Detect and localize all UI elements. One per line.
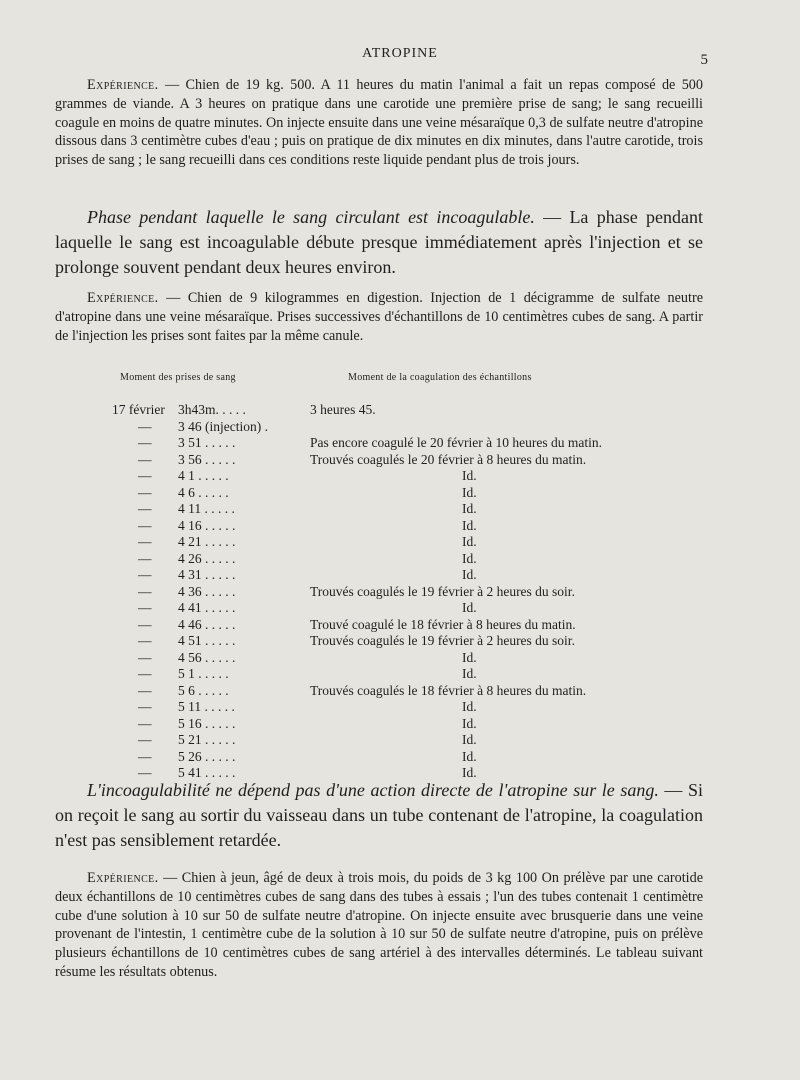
row-date: — xyxy=(138,567,152,582)
row-result: 3 heures 45. xyxy=(310,402,376,417)
table-row xyxy=(0,716,800,733)
row-time: 5 41 . . . . . xyxy=(178,765,236,780)
row-result: Id. xyxy=(462,484,477,500)
row-time: 4 1 . . . . . xyxy=(178,468,229,483)
row-time: 5 21 . . . . . xyxy=(178,732,236,747)
row-date: — xyxy=(138,699,152,714)
section-heading: Phase pendant laquelle le sang circulant est incoagulable. xyxy=(87,207,535,227)
table-row xyxy=(0,650,800,667)
row-time: 3 56 . . . . . xyxy=(178,451,236,467)
row-time: 5 6 . . . . . xyxy=(178,682,229,698)
table-row xyxy=(0,617,800,634)
row-time: 4 21 . . . . . xyxy=(178,534,236,549)
row-date: — xyxy=(138,484,152,500)
table-row xyxy=(0,419,800,436)
row-time: 5 11 . . . . . xyxy=(178,699,235,714)
row-date: — xyxy=(138,451,152,467)
row-time: 4 26 . . . . . xyxy=(178,550,236,566)
row-result: Id. xyxy=(462,517,477,533)
row-date: — xyxy=(138,468,152,483)
table-row xyxy=(0,683,800,700)
row-date: — xyxy=(138,666,152,681)
table-row xyxy=(0,468,800,485)
page-number: 5 xyxy=(700,52,708,68)
row-date: — xyxy=(138,682,152,698)
row-result: Id. xyxy=(462,550,477,566)
row-result: Id. xyxy=(462,748,477,764)
row-result: Id. xyxy=(462,765,477,780)
running-head: ATROPINE xyxy=(362,46,438,61)
row-time: 5 16 . . . . . xyxy=(178,715,236,731)
row-result: Trouvés coagulés le 18 février à 8 heures du matin. xyxy=(310,682,587,698)
section-2-paragraph xyxy=(55,778,703,853)
row-date: — xyxy=(138,583,152,599)
row-date: — xyxy=(138,435,152,450)
row-result: Trouvés coagulés le 20 février à 8 heures du matin. xyxy=(310,451,587,467)
row-date: — xyxy=(138,501,152,516)
table-row xyxy=(0,402,800,419)
row-date: — xyxy=(138,748,152,764)
row-result: Id. xyxy=(462,600,477,615)
table-row xyxy=(0,749,800,766)
row-result: Id. xyxy=(462,666,477,681)
row-result: Id. xyxy=(462,732,477,747)
section-text: — La phase pendant laquelle le sang est incoagulable débute presque immédiatement après l'injection et se prolonge souvent pendant deux heures environ. xyxy=(55,207,703,277)
row-date: — xyxy=(138,550,152,566)
section-heading: L'incoagulabilité ne dépend pas d'une action directe de l'atropine sur le sang. xyxy=(87,780,659,800)
table-row xyxy=(0,452,800,469)
table-row xyxy=(0,551,800,568)
row-time: 4 41 . . . . . xyxy=(178,600,236,615)
row-date: — xyxy=(138,765,152,780)
experiment-3-paragraph xyxy=(55,869,703,982)
row-result: Id. xyxy=(462,501,477,516)
row-result: Id. xyxy=(462,468,477,483)
experiment-2-paragraph xyxy=(55,289,703,345)
table-row xyxy=(0,534,800,551)
section-1-paragraph xyxy=(55,205,703,280)
row-date: — xyxy=(138,732,152,747)
row-date: — xyxy=(138,649,152,665)
row-time: 4 46 . . . . . xyxy=(178,616,236,632)
row-result: Id. xyxy=(462,649,477,665)
experiment-label: Expérience. xyxy=(87,870,159,886)
table-row xyxy=(0,567,800,584)
row-time: 4 6 . . . . . xyxy=(178,484,229,500)
row-time: 3 51 . . . . . xyxy=(178,435,236,450)
row-time: 4 11 . . . . . xyxy=(178,501,235,516)
row-date: — xyxy=(138,616,152,632)
row-time: 5 1 . . . . . xyxy=(178,666,229,681)
row-date: — xyxy=(138,715,152,731)
row-time: 4 56 . . . . . xyxy=(178,649,236,665)
row-result: Id. xyxy=(462,699,477,714)
row-result: Id. xyxy=(462,715,477,731)
table-row xyxy=(0,584,800,601)
row-result: Trouvés coagulés le 19 février à 2 heures du soir. xyxy=(310,583,575,599)
row-result: Trouvé coagulé le 18 février à 8 heures du matin. xyxy=(310,616,576,632)
table-row xyxy=(0,501,800,518)
table-row xyxy=(0,518,800,535)
row-result: Id. xyxy=(462,534,477,549)
row-date: — xyxy=(138,633,152,648)
row-date: 17 février xyxy=(112,402,165,417)
experiment-text: — Chien à jeun, âgé de deux à trois mois, du poids de 3 kg 100 On prélève par une carotide deux échantillons de 10 centimètres cubes de sang dans des tubes à essais ; l'un des tubes contenait 1 centimètre cube d'une solution à 10 sur 50 de sulfate neutre d'atropine. On injecte ensuite avec brusquerie dans une veine provenant de l'intestin, 1 centimètre cube de la solution à 10 sur 50 de sulfate neutre d'atropine, puis on prélève plusieurs échantillons de 10 centimètres cubes de sang artériel à des intervalles déterminés. Le tableau suivant résume les résultats obtenus. xyxy=(55,870,703,980)
table-column-header-coagulation: Moment de la coagulation des échantillons xyxy=(348,372,532,383)
table-row xyxy=(0,485,800,502)
table-row xyxy=(0,699,800,716)
row-date: — xyxy=(138,600,152,615)
row-date: — xyxy=(138,534,152,549)
table-row xyxy=(0,732,800,749)
table-row xyxy=(0,633,800,650)
table-row xyxy=(0,600,800,617)
experiment-1-paragraph xyxy=(55,76,703,170)
experiment-label: Expérience. xyxy=(87,77,159,93)
experiment-text: — Chien de 19 kg. 500. A 11 heures du matin l'animal a fait un repas composé de 500 grammes de viande. A 3 heures on pratique dans une carotide une première prise de sang; le sang recueilli coagule en moins de quatre minutes. On injecte ensuite dans une veine mésaraïque 0,3 de sulfate neutre d'atropine dissous dans 3 centimètre cubes d'eau ; puis on pratique de dix minutes en dix minutes, dans l'autre carotide, trois prises de sang ; le sang recueilli dans ces conditions reste liquide pendant plus de trois jours. xyxy=(55,77,703,169)
row-time: 3 46 (injection) . xyxy=(178,418,268,434)
row-result: Id. xyxy=(462,567,477,582)
row-time: 5 26 . . . . . xyxy=(178,748,236,764)
table-row xyxy=(0,666,800,683)
row-time: 4 31 . . . . . xyxy=(178,567,236,582)
table-row xyxy=(0,435,800,452)
row-time: 4 36 . . . . . xyxy=(178,583,236,599)
table-column-header-prises: Moment des prises de sang xyxy=(120,372,236,383)
row-time: 4 51 . . . . . xyxy=(178,633,236,648)
row-time: 3h43m. . . . . xyxy=(178,402,246,417)
row-date: — xyxy=(138,418,152,434)
row-result: Pas encore coagulé le 20 février à 10 heures du matin. xyxy=(310,435,603,450)
section-text: — Si on reçoit le sang au sortir du vaisseau dans un tube contenant de l'atropine, la coagulation n'est pas sensiblement retardée. xyxy=(55,780,703,850)
row-time: 4 16 . . . . . xyxy=(178,517,236,533)
experiment-label: Expérience. xyxy=(87,290,159,306)
row-result: Trouvés coagulés le 19 février à 2 heures du soir. xyxy=(310,633,575,648)
row-date: — xyxy=(138,517,152,533)
experiment-text: — Chien de 9 kilogrammes en digestion. Injection de 1 décigramme de sulfate neutre d'atropine dans une veine mésaraïque. Prises successives d'échantillons de 10 centimètres cubes de sang. A partir de l'injection les prises sont faites par la même canule. xyxy=(55,290,703,344)
